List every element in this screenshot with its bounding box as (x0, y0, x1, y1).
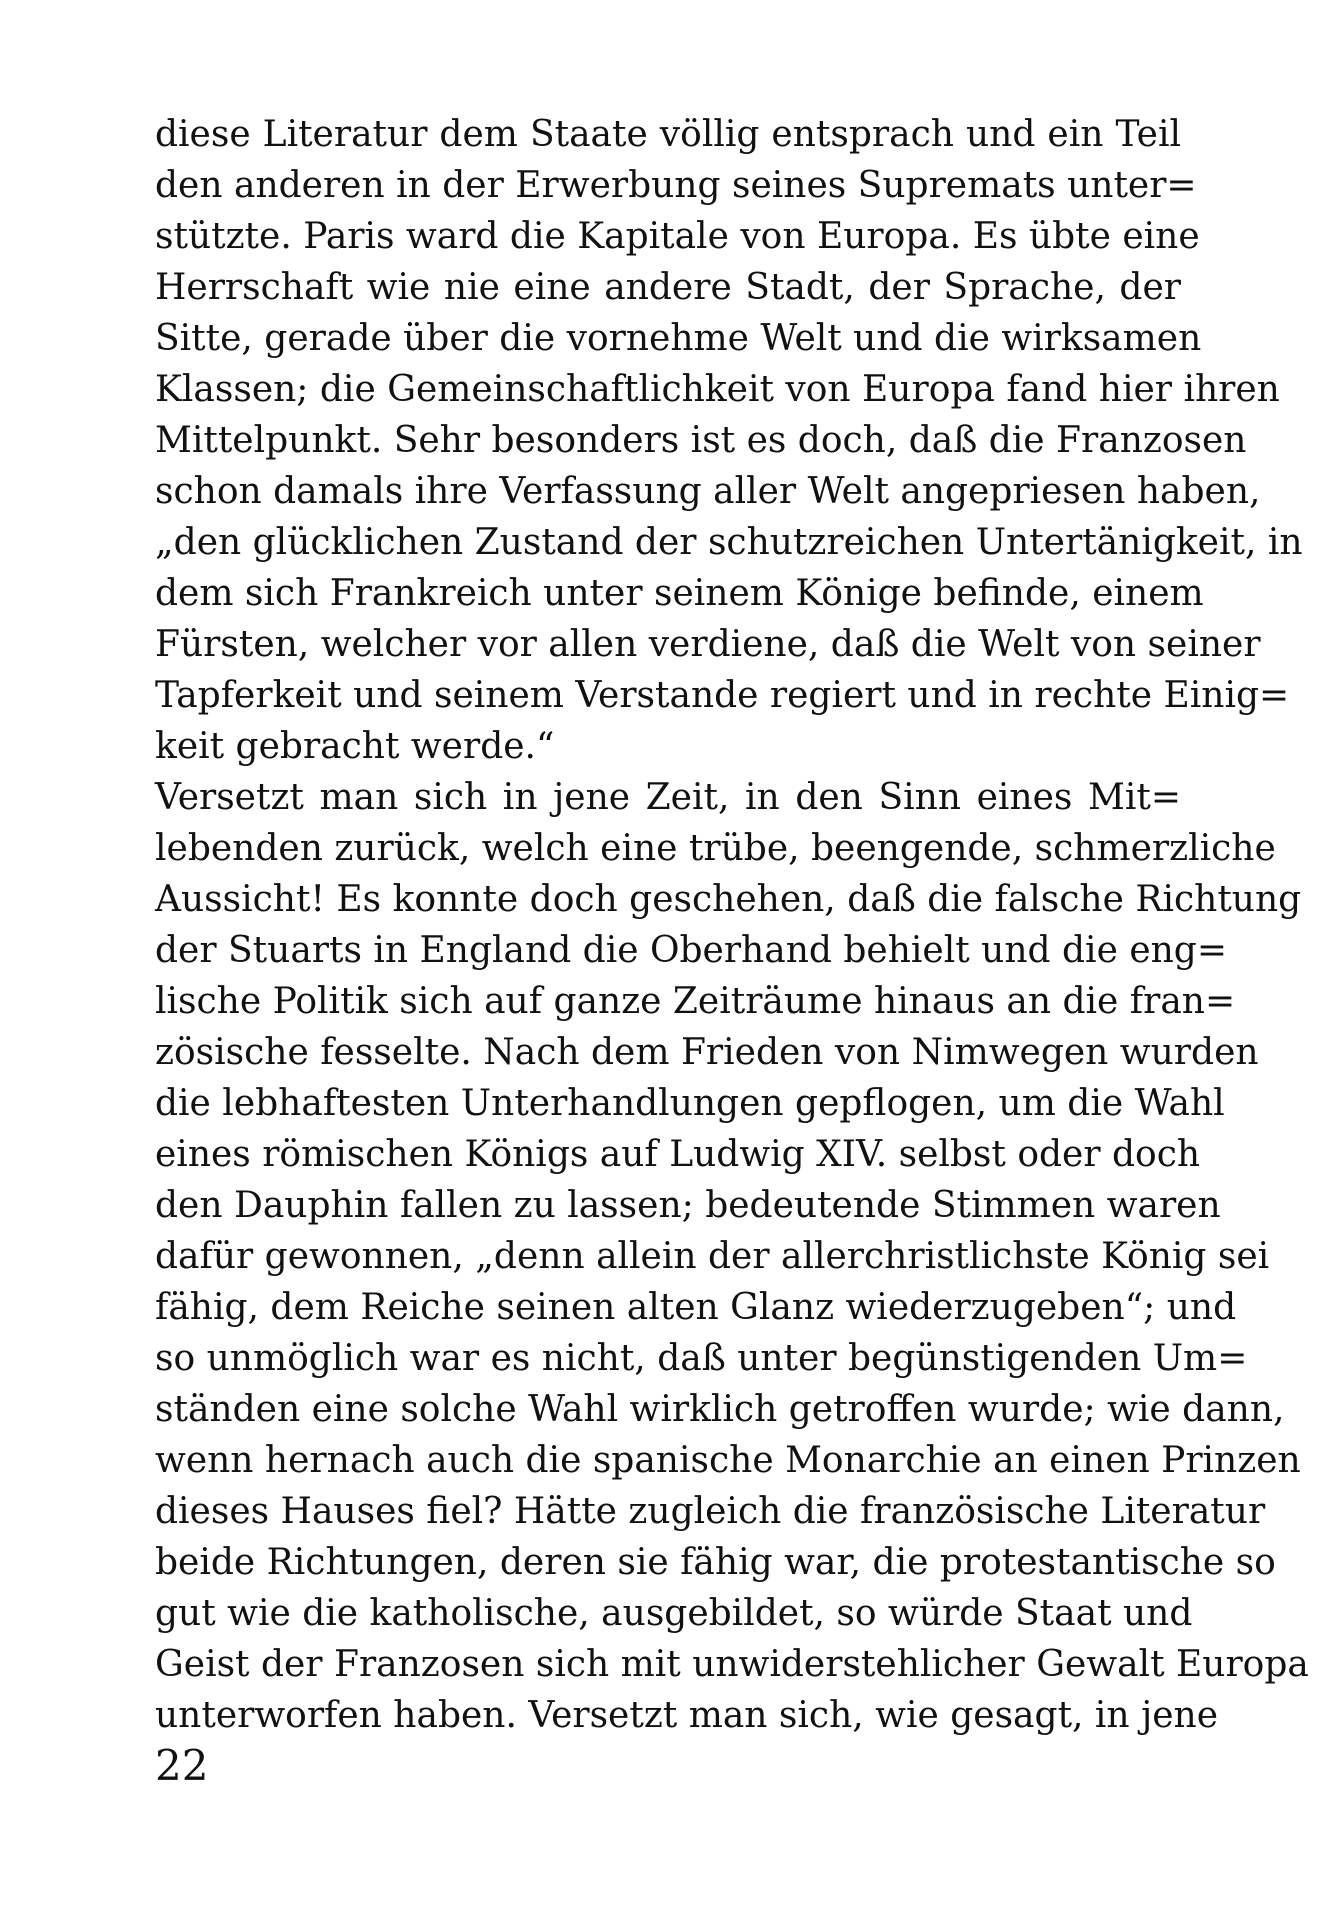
text-line-24: fähig, dem Reiche seinen alten Glanz wiederzugeben“; und (155, 1287, 1237, 1328)
text-line-9: „den glücklichen Zustand der schutzreichen Untertänigkeit, in (155, 522, 1303, 563)
text-line-32: unterworfen haben. Versetzt man sich, wie gesagt, in jene (155, 1695, 1219, 1736)
text-line-19: zösische fesselte. Nach dem Frieden von Nimwegen wurden (155, 1032, 1259, 1073)
text-line-10: dem sich Frankreich unter seinem Könige befinde, einem (155, 573, 1204, 614)
text-line-20: die lebhaftesten Unterhandlungen gepflogen, um die Wahl (155, 1083, 1225, 1124)
text-line-30: gut wie die katholische, ausgebildet, so würde Staat und (155, 1593, 1193, 1634)
text-line-31: Geist der Franzosen sich mit unwiderstehlicher Gewalt Europa (155, 1644, 1309, 1685)
text-line-22: den Dauphin fallen zu lassen; bedeutende Stimmen waren (155, 1185, 1221, 1226)
text-line-27: wenn hernach auch die spanische Monarchie an einen Prinzen (155, 1440, 1301, 1481)
text-line-11: Fürsten, welcher vor allen verdiene, daß die Welt von seiner (155, 624, 1261, 665)
text-line-13: keit gebracht werde.“ (155, 726, 555, 767)
text-line-28: dieses Hauses fiel? Hätte zugleich die französische Literatur (155, 1491, 1266, 1532)
text-line-7: Mittelpunkt. Sehr besonders ist es doch, daß die Franzosen (155, 420, 1247, 461)
text-line-29: beide Richtungen, deren sie fähig war, die protestantische so (155, 1542, 1276, 1583)
text-line-23: dafür gewonnen, „denn allein der allerchristlichste König sei (155, 1236, 1270, 1277)
text-line-26: ständen eine solche Wahl wirklich getroffen wurde; wie dann, (155, 1389, 1285, 1430)
text-line-8: schon damals ihre Verfassung aller Welt angepriesen haben, (155, 471, 1261, 512)
text-line-2: den anderen in der Erwerbung seines Supremats unter= (155, 165, 1197, 206)
text-line-12: Tapferkeit und seinem Verstande regiert und in rechte Einig= (155, 675, 1290, 716)
text-line-16: Aussicht! Es konnte doch geschehen, daß die falsche Richtung (155, 879, 1302, 920)
text-line-1: diese Literatur dem Staate völlig entsprach und ein Teil (155, 114, 1181, 155)
text-line-6: Klassen; die Gemeinschaftlichkeit von Europa fand hier ihren (155, 369, 1280, 410)
text-line-21: eines römischen Königs auf Ludwig XIV. selbst oder doch (155, 1134, 1201, 1175)
page-text (155, 104, 1309, 1824)
page-number: 22 (155, 1741, 209, 1790)
text-line-18: lische Politik sich auf ganze Zeiträume hinaus an die fran= (155, 981, 1236, 1022)
text-line-17: der Stuarts in England die Oberhand behielt und die eng= (155, 930, 1228, 971)
text-line-25: so unmöglich war es nicht, daß unter begünstigenden Um= (155, 1338, 1248, 1379)
text-line-5: Sitte, gerade über die vornehme Welt und die wirksamen (155, 318, 1202, 359)
text-line-4: Herrschaft wie nie eine andere Stadt, der Sprache, der (155, 267, 1181, 308)
text-line-15: lebenden zurück, welch eine trübe, beengende, schmerzliche (155, 828, 1276, 869)
text-line-3: stützte. Paris ward die Kapitale von Europa. Es übte eine (155, 216, 1200, 257)
text-line-14: Versetzt man sich in jene Zeit, in den Sinn eines Mit= (155, 777, 1181, 818)
